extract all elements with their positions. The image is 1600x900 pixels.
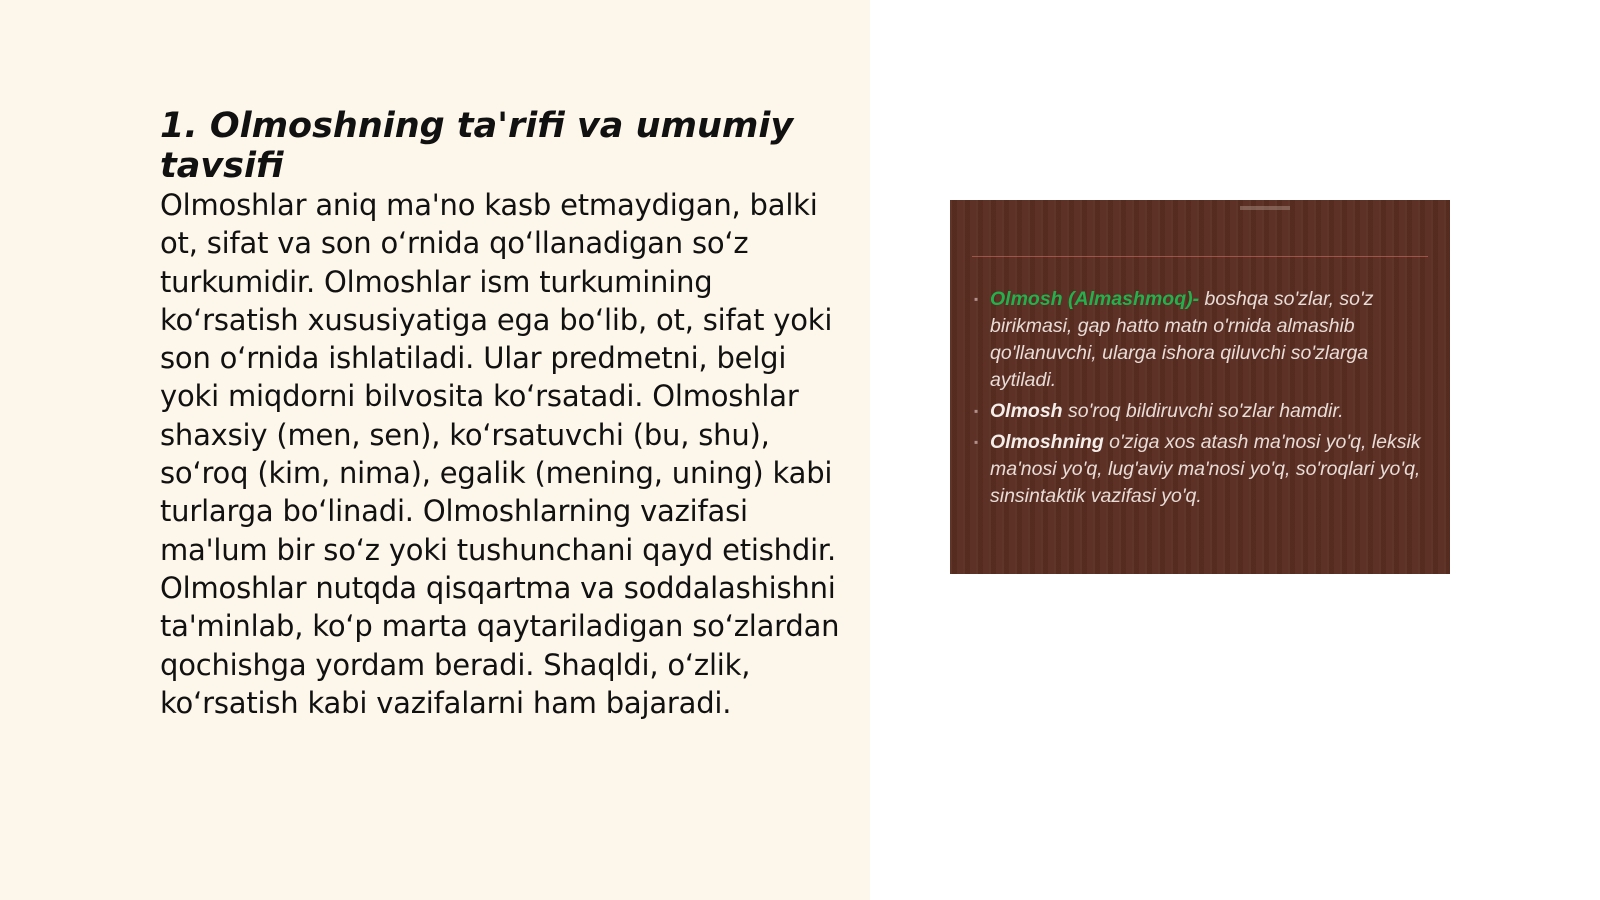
bullet-icon: ▪ bbox=[974, 292, 979, 306]
image-bullet-item bbox=[970, 398, 1430, 425]
image-bullet-item bbox=[970, 286, 1430, 394]
image-item-text: o'ziga xos atash ma'nosi yo'q, leksik ma'nosi yo'q, lug'aviy ma'nosi yo'q, so'roqlari yo'q, sinsintaktik vazifasi yo'q. bbox=[990, 431, 1421, 507]
bullet-icon: ▪ bbox=[974, 435, 979, 449]
image-item-lead: Olmosh (Almashmoq)- bbox=[990, 288, 1200, 310]
bullet-icon: ▪ bbox=[974, 404, 979, 418]
embedded-slide-image bbox=[950, 200, 1450, 574]
image-item-lead: Olmosh bbox=[990, 400, 1063, 422]
image-item-text: boshqa so'zlar, so'z birikmasi, gap hatto matn o'rnida almashib qo'llanuvchi, ularga ishora qiluvchi so'zlarga aytiladi. bbox=[990, 288, 1374, 391]
image-title bbox=[972, 240, 1428, 250]
image-top-mark bbox=[1240, 206, 1290, 210]
image-item-lead: Olmoshning bbox=[990, 431, 1104, 453]
image-item-text: so'roq bildiruvchi so'zlar hamdir. bbox=[1062, 400, 1344, 422]
slide-body-text: Olmoshlar aniq ma'no kasb etmaydigan, balki ot, sifat va son o‘rnida qo‘llanadigan so‘z turkumidir. Olmoshlar ism turkumining ko‘rsatish xususiyatiga ega bo‘lib, ot, sifat yoki son o‘rnida ishlatiladi. Ular predmetni, belgi yoki miqdorni bilvosita ko‘rsatadi. Olmoshlar shaxsiy (men, sen), ko‘rsatuvchi (bu, shu), so‘roq (kim, nima), egalik (mening, uning) kabi turlarga bo‘linadi. Olmoshlarning vazifasi ma'lum bir so‘z yoki tushunchani qayd etishdir. Olmoshlar nutqda qisqartma va soddalashishni ta'minlab, ko‘p marta qaytariladigan so‘zlardan qochishga yordam beradi. Shaqldi, o‘zlik, ko‘rsatish kabi vazifalarni ham bajaradi. bbox=[160, 188, 840, 720]
image-bullet-list bbox=[970, 286, 1430, 514]
image-bullet-item bbox=[970, 429, 1430, 510]
image-title-rule bbox=[972, 256, 1428, 257]
slide-heading: 1. Olmoshning ta'rifi va umumiy tavsifi bbox=[160, 106, 794, 186]
